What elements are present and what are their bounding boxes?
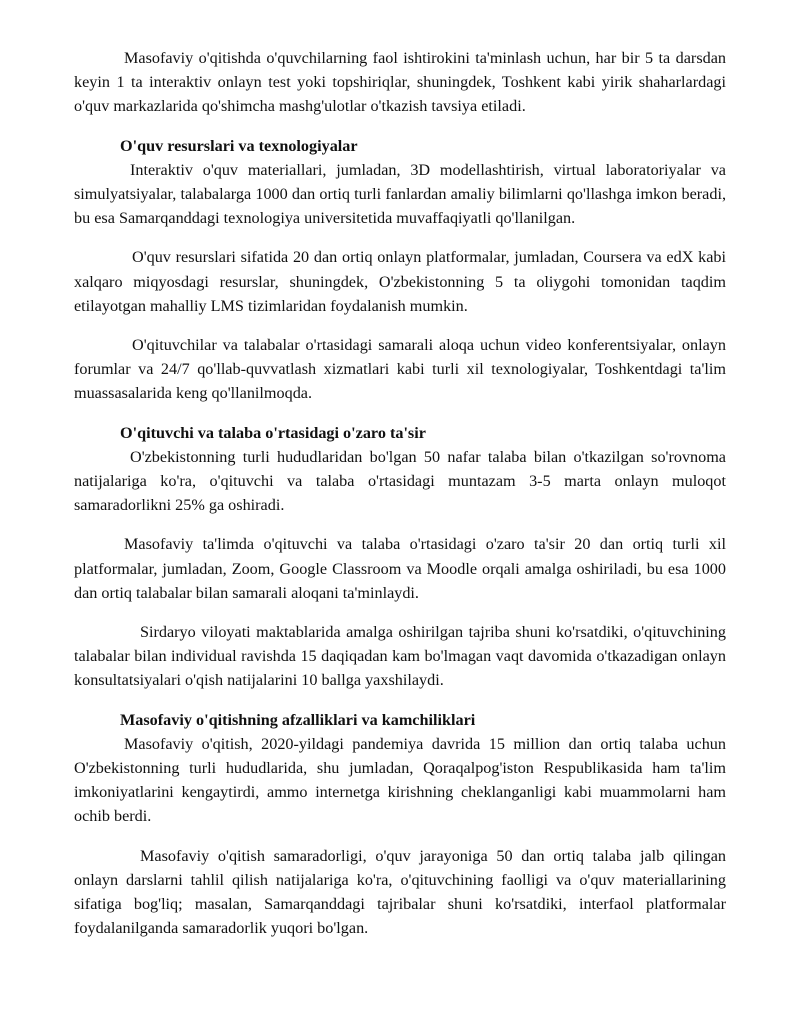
section-heading-pros-cons: Masofaviy o'qitishning afzalliklari va kamchiliklari bbox=[120, 710, 476, 729]
paragraph: Masofaviy o'qitish samaradorligi, o'quv jarayoniga 50 dan ortiq talaba jalb qilingan onlayn darslarni tahlil qilish natijalariga ko'ra, o'qituvchining faolligi va o'quv materiallarining sifatiga bog'liq; masalan, Samarqanddagi tajribalar shuni ko'rsatdiki, interfaol platformalar foydalanilganda samaradorlik yuqori bo'lgan. bbox=[74, 846, 726, 938]
paragraph: O'quv resurslari sifatida 20 dan ortiq onlayn platformalar, jumladan, Coursera va edX kabi xalqaro miqyosdagi resurslar, shuningdek, O'zbekistonning 5 ta oliygohi tomonidan taqdim etilayotgan mahalliy LMS tizimlaridan foydalanish mumkin. bbox=[74, 248, 726, 315]
paragraph: O'zbekistonning turli hududlaridan bo'lgan 50 nafar talaba bilan o'tkazilgan so'rovnoma natijalariga ko'ra, o'qituvchi va talaba o'rtasidagi muntazam 3-5 marta onlayn muloqot samaradorlikni 25% ga oshiradi. bbox=[74, 447, 726, 515]
paragraph: Sirdaryo viloyati maktablarida amalga oshirilgan tajriba shuni ko'rsatdiki, o'qituvchining talabalar bilan individual ravishda 15 daqiqadan kam bo'lmagan vaqt davomida o'tkazadigan onlayn konsultatsiyalari o'qish natijalarini 10 ballga yaxshilaydi. bbox=[74, 623, 726, 690]
paragraph: Masofaviy ta'limda o'qituvchi va talaba o'rtasidagi o'zaro ta'sir 20 dan ortiq turli xil platformalar, jumladan, Zoom, Google Classroom va Moodle orqali amalga oshiriladi, bu esa 1000 dan ortiq talabalar bilan samarali aloqani ta'minlaydi. bbox=[74, 535, 726, 602]
paragraph: Interaktiv o'quv materiallari, jumladan, 3D modellashtirish, virtual laboratoriyalar va simulyatsiyalar, talabalarga 1000 dan ortiq turli fanlardan amaliy bilimlarni qo'llashga imkon beradi, bu esa Samarqanddagi texnologiya universitetida muvaffaqiyatli qo'llanilgan. bbox=[74, 160, 726, 228]
intro-paragraph: Masofaviy o'qitishda o'quvchilarning faol ishtirokini ta'minlash uchun, har bir 5 ta darsdan keyin 1 ta interaktiv onlayn test yoki topshiriqlar, shuningdek, Toshkent kabi yirik shaharlardagi o'quv markazlarida qo'shimcha mashg'ulotlar o'tkazish tavsiya etiladi. bbox=[74, 49, 726, 116]
paragraph: Masofaviy o'qitish, 2020-yildagi pandemiya davrida 15 million dan ortiq talaba uchun O'zbekistonning turli hududlarida, shu jumladan, Qoraqalpog'iston Respublikasida ham ta'lim imkoniyatlarini kengaytirdi, ammo internetga kirishning cheklanganligi kabi muammolarni ham ochib berdi. bbox=[74, 734, 726, 826]
paragraph: O'qituvchilar va talabalar o'rtasidagi samarali aloqa uchun video konferentsiyalar, onlayn forumlar va 24/7 qo'llab-quvvatlash xizmatlari kabi turli xil texnologiyalar, Toshkentdagi ta'lim muassasalarida keng qo'llanilmoqda. bbox=[74, 336, 726, 403]
section-heading-interaction: O'qituvchi va talaba o'rtasidagi o'zaro ta'sir bbox=[120, 423, 426, 442]
section-heading-resources: O'quv resurslari va texnologiyalar bbox=[120, 136, 358, 155]
